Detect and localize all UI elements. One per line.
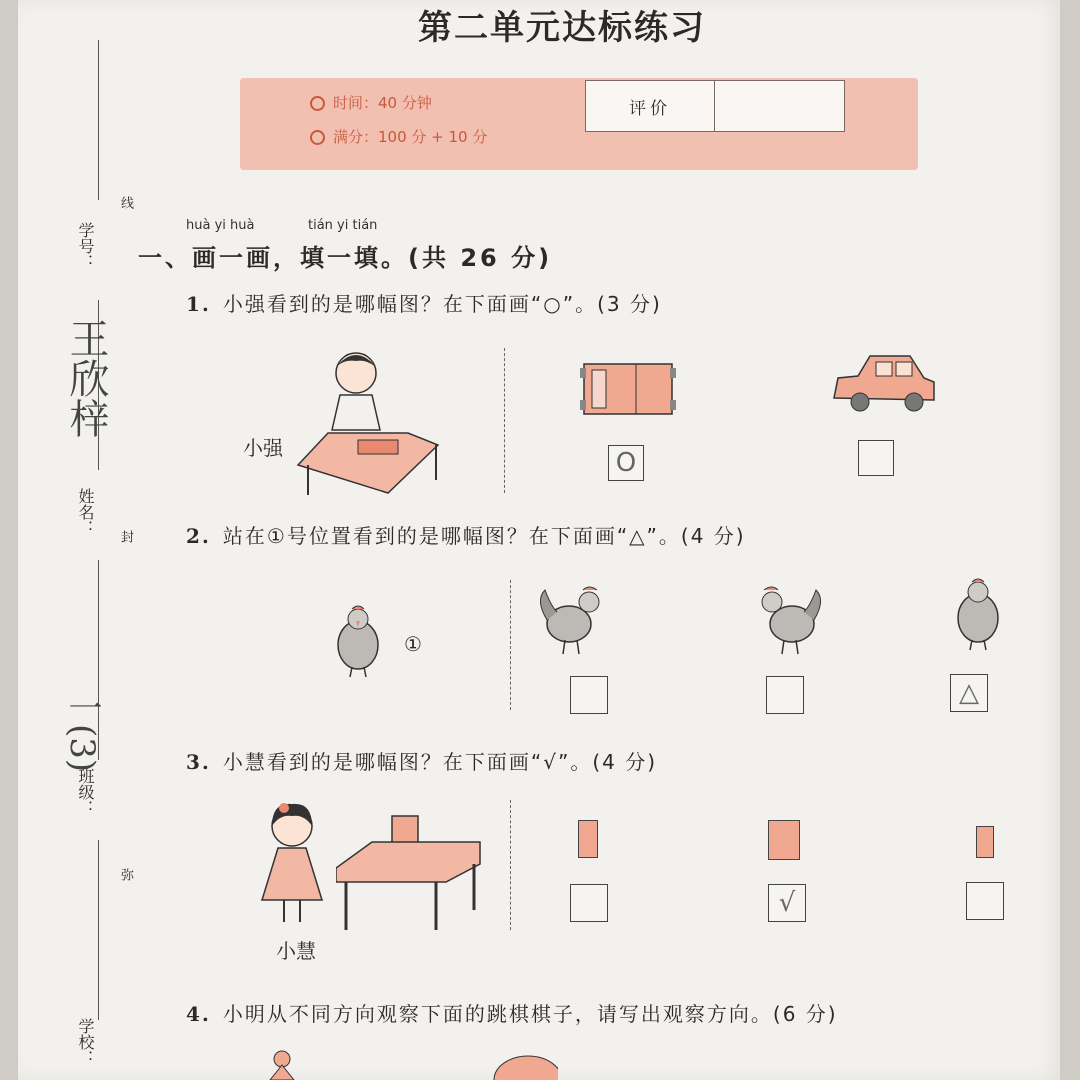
divider [510, 800, 511, 930]
answer-mark: O [615, 448, 637, 478]
score-text: 满分：100 分 + 10 分 [333, 128, 488, 146]
written-class: 一(3) [62, 690, 102, 773]
pinyin-fill: tián yi tián [308, 218, 378, 233]
student-no-label: 学号： [76, 222, 95, 270]
person-label: 小慧 [276, 939, 316, 963]
question-text: 站在①号位置看到的是哪幅图？在下面画“△”。(4 分) [222, 524, 746, 548]
time-limit [310, 92, 432, 113]
seal-char: 封 [118, 530, 133, 543]
answer-box[interactable] [858, 440, 894, 476]
answer-mark [967, 883, 1003, 919]
answer-box[interactable] [766, 676, 804, 714]
question-number: 2. [186, 524, 211, 548]
answer-box[interactable] [570, 676, 608, 714]
binding-line [98, 840, 99, 1020]
person-label: 小强 [243, 436, 283, 460]
name-label: 姓名： [76, 488, 95, 536]
answer-mark [859, 441, 893, 475]
answer-mark: △ [959, 678, 979, 708]
evaluation-label: 评价 [586, 81, 715, 131]
rooster-right-view [748, 580, 828, 658]
question-1 [186, 288, 662, 317]
line-char: 线 [118, 196, 133, 209]
block-narrow-view [578, 820, 598, 858]
block-wide-view [768, 820, 800, 860]
divider [504, 348, 505, 493]
answer-mark [571, 677, 607, 713]
answer-box[interactable] [966, 882, 1004, 920]
time-text: 时间：40 分钟 [333, 94, 432, 112]
question-number: 4. [186, 1002, 211, 1026]
check-circle-icon [310, 130, 325, 145]
block-small-view [976, 826, 994, 858]
table-block-illustration [336, 812, 486, 932]
answer-box[interactable] [768, 884, 806, 922]
pinyin-draw: huà yi huà [186, 218, 255, 233]
school-label: 学校： [76, 1018, 95, 1066]
question-number: 1. [186, 292, 211, 316]
binding-line [98, 40, 99, 200]
chicken-front [328, 605, 388, 680]
answer-box[interactable] [570, 884, 608, 922]
girl-illustration [246, 800, 336, 940]
evaluation-field[interactable] [715, 81, 844, 131]
question-number: 3. [186, 750, 211, 774]
class-label: 班级： [76, 768, 95, 816]
answer-mark [571, 885, 607, 921]
boy-table-illustration [288, 345, 448, 500]
clock-icon [310, 96, 325, 111]
full-score [310, 126, 487, 147]
question-4 [186, 998, 838, 1027]
answer-box[interactable] [608, 445, 644, 481]
car-side-view [828, 350, 938, 420]
written-name: 王欣梓 [63, 318, 109, 438]
answer-mark: √ [778, 888, 796, 918]
chicken-back-view [948, 578, 1008, 653]
rooster-left-view [533, 580, 613, 658]
car-top-view [578, 360, 678, 418]
evaluation-box [585, 80, 845, 132]
answer-box[interactable] [950, 674, 988, 712]
question-3 [186, 746, 657, 775]
mi-char: 弥 [118, 868, 133, 881]
position-marker: ① [404, 632, 422, 656]
answer-mark [767, 677, 803, 713]
page-title: 第二单元达标练习 [418, 8, 706, 48]
info-banner [240, 78, 918, 170]
question-text: 小强看到的是哪幅图？在下面画“○”。(3 分) [222, 292, 662, 316]
divider [510, 580, 511, 710]
chess-pieces-illustration [258, 1045, 558, 1080]
question-text: 小明从不同方向观察下面的跳棋棋子，请写出观察方向。(6 分) [222, 1002, 838, 1026]
question-2 [186, 520, 746, 549]
worksheet-page [18, 0, 1060, 1080]
section-title: 一、画一画，填一填。(共 26 分) [138, 244, 553, 272]
question-text: 小慧看到的是哪幅图？在下面画“√”。(4 分) [222, 750, 658, 774]
